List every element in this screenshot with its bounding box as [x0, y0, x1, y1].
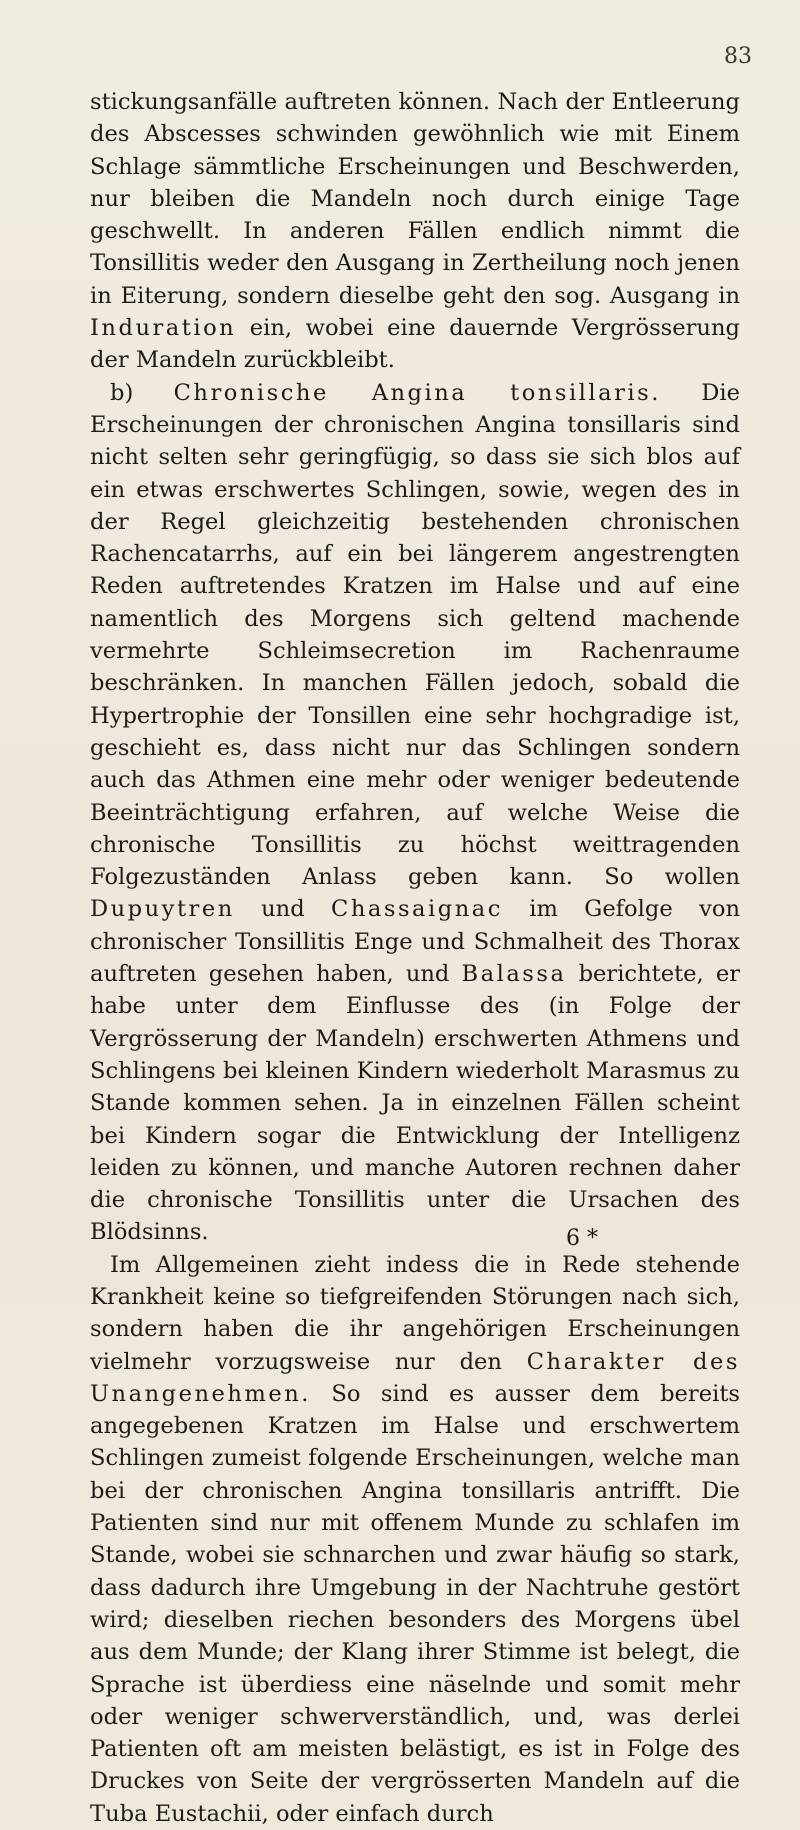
paragraph-1-text-2: ein, wobei eine dauernde Vergrösserung der Mandeln zurückbleibt.	[90, 315, 740, 374]
paragraph-2-text-4: im Gefolge von chronischer Tonsillitis Enge und Schmalheit des Thorax auftreten gesehen haben, und	[90, 896, 740, 988]
signature-mark: 6 *	[566, 1226, 598, 1251]
author-chassaignac: Chassaignac	[331, 896, 503, 923]
paragraph-2-text-5: berichtete, er habe unter dem Einflusse des (in Folge der Vergrösserung der Mandeln) erschwerten Athmens und Schlingens bei kleinen Kindern wiederholt Marasmus zu Stande kommen sehen. Ja in einzelnen Fällen scheint bei Kindern sogar die Entwicklung der Intelligenz leiden zu können, und manche Autoren rechnen daher die chronische Tonsillitis unter die Ursachen des Blödsinns.	[90, 961, 740, 1246]
paragraph-3-text-1: Im Allgemeinen zieht indess die in Rede stehende Krankheit keine so tiefgreifenden Störungen nach sich, sondern haben die ihr angehörigen Erscheinungen vielmehr vorzugsweise nur den	[90, 1251, 740, 1375]
paragraph-2-text-3: und	[234, 896, 332, 923]
paragraph-3	[90, 1249, 740, 1830]
page-number: 83	[724, 44, 752, 69]
emphasis-charakter: Charakter des Unangenehmen.	[90, 1348, 740, 1407]
body-text	[90, 86, 740, 1830]
paragraph-1	[90, 86, 740, 377]
paragraph-2	[90, 377, 740, 1249]
paragraph-1-text-1: stickungsanfälle auftreten können. Nach der Entleerung des Abscesses schwinden gewöhnlich wie mit Einem Schlage sämmtliche Erscheinungen und Beschwerden, nur bleiben die Mandeln noch durch einige Tage geschwellt. In anderen Fällen endlich nimmt die Tonsillitis weder den Ausgang in Zertheilung noch jenen in Eiterung, sondern dieselbe geht den sog. Ausgang in	[90, 89, 740, 309]
paragraph-2-text-1: b)	[110, 379, 174, 406]
author-balassa: Balassa	[461, 961, 567, 988]
paragraph-3-text-2: So sind es ausser dem bereits angegebenen Kratzen im Halse und erschwertem Schlingen zumeist folgende Erscheinungen, welche man bei der chronischen Angina tonsillaris antrifft. Die Patienten sind nur mit offenem Munde zu schlafen im Stande, wobei sie schnarchen und zwar häufig so stark, dass dadurch ihre Umgebung in der Nachtruhe gestört wird; dieselben riechen besonders des Morgens übel aus dem Munde; der Klang ihrer Stimme ist belegt, die Sprache ist überdiess eine näselnde und somit mehr oder weniger schwerverständlich, und, was derlei Patienten oft am meisten belästigt, es ist in Folge des Druckes von Seite der vergrösserten Mandeln auf die Tuba Eustachii, oder einfach durch	[90, 1380, 740, 1827]
author-dupuytren: Dupuytren	[90, 896, 235, 923]
section-heading-chronische-angina: Chronische Angina tonsillaris.	[173, 379, 661, 406]
emphasis-induration: Induration	[90, 315, 237, 342]
paragraph-2-text-2: Die Erscheinungen der chronischen Angina tonsillaris sind nicht selten sehr geringfügig, so dass sie sich blos auf ein etwas erschwertes Schlingen, sowie, wegen des in der Regel gleichzeitig bestehenden chronischen Rachencatarrhs, auf ein bei längerem angestrengten Reden auftretendes Kratzen im Halse und auf eine namentlich des Morgens sich geltend machende vermehrte Schleimsecretion im Rachenraume beschränken. In manchen Fällen jedoch, sobald die Hypertrophie der Tonsillen eine sehr hochgradige ist, geschieht es, dass nicht nur das Schlingen sondern auch das Athmen eine mehr oder weniger bedeutende Beeinträchtigung erfahren, auf welche Weise die chronische Tonsillitis zu höchst weittragenden Folgezuständen Anlass geben kann. So wollen	[90, 379, 740, 891]
